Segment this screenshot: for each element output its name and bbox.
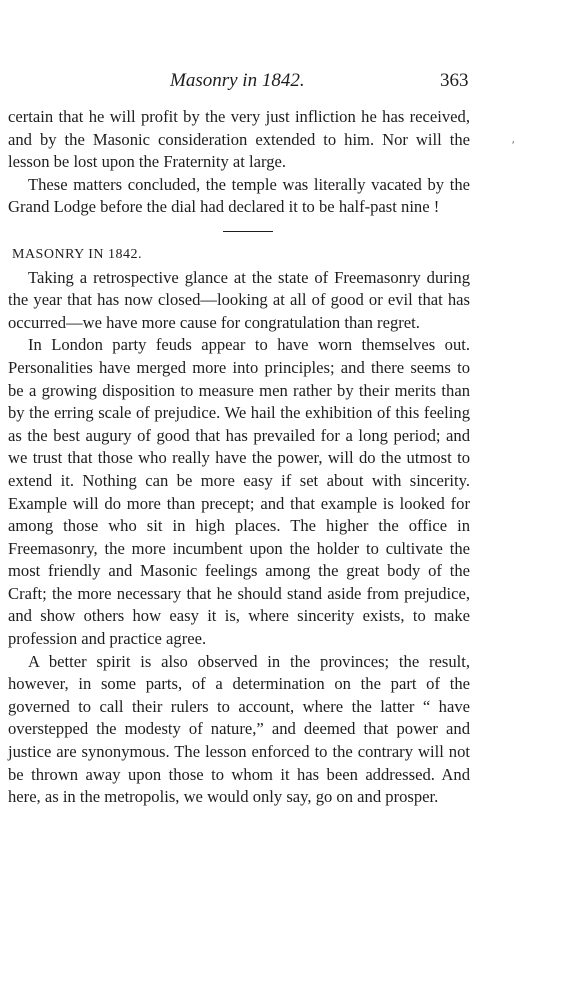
continuation-paragraph: certain that he will profit by the very just infliction he has received, and by the Masonic consideration extended to him. Nor will the lesson be lost upon the Fraternity at large. [8, 107, 470, 172]
section-divider-rule [223, 231, 273, 232]
continuation-paragraph: These matters concluded, the temple was literally vacated by the Grand Lodge before the dial had declared it to be half-past nine ! [8, 174, 470, 217]
section-heading: MASONRY IN 1842. [12, 246, 142, 262]
running-head [8, 70, 478, 94]
section-paragraph: Taking a retrospective glance at the state of Freemasonry during the year that has now closed—looking at all of good or evil that has occurred—we have more cause for congratulation than regret. [8, 267, 470, 332]
page-number: 363 [440, 70, 469, 91]
section-paragraph: A better spirit is also observed in the provinces; the result, however, in some parts, of a determination on the part of the governed to call their rulers to account, where the latter “ have overstepped the modesty of nature,” and deemed that power and justice are synonymous. The lesson enforced to the contrary will not be thrown away upon those to whom it has been addressed. And here, as in the metropolis, we would only say, go on and prosper. [8, 651, 470, 807]
running-title: Masonry in 1842. [170, 70, 305, 91]
stray-ink-mark: ʹ [512, 138, 515, 152]
body-text [8, 106, 470, 809]
section-paragraph: In London party feuds appear to have worn themselves out. Personalities have merged more into principles; and there seems to be a growing disposition to measure men rather by their merits than by the erring scale of prejudice. We hail the exhibition of this feeling as the best augury of good that has prevailed for a long period; and we trust that those who really have the power, will do the utmost to extend it. Nothing can be more easy if set about with sincerity. Example will do more than precept; and that example is looked for among those who sit in high places. The higher the office in Freemasonry, the more incumbent upon the holder to cultivate the most friendly and Masonic feelings among the great body of the Craft; the more necessary that he should stand aside from prejudice, and show others how easy it is, where sincerity exists, to make profession and practice agree. [8, 335, 470, 649]
